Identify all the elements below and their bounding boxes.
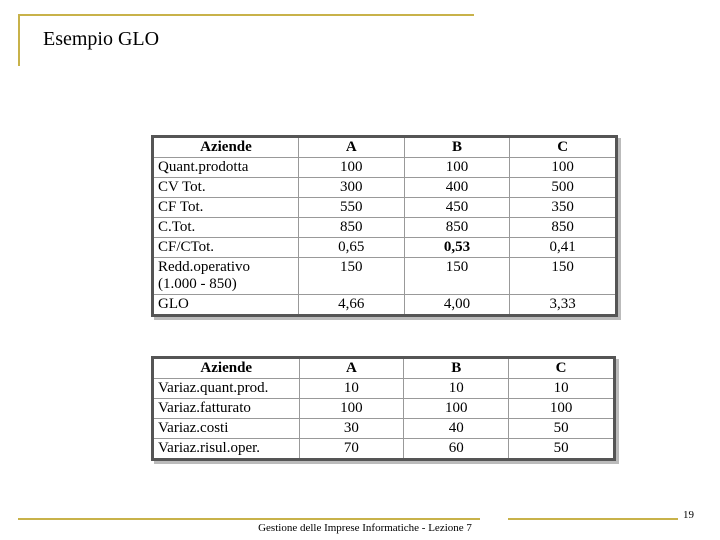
variazioni-table (151, 356, 616, 461)
glo-table (151, 135, 618, 317)
cell-a: 4,66 (298, 295, 404, 316)
footer-text: Gestione delle Imprese Informatiche - Lezione 7 (258, 522, 472, 534)
cell-b: 10 (404, 379, 509, 399)
header-a: A (299, 358, 404, 379)
cell-a: 70 (299, 439, 404, 460)
cell-c: 850 (510, 218, 617, 238)
slide-title: Esempio GLO (43, 28, 160, 50)
cell-a: 100 (299, 399, 404, 419)
cell-c: 50 (509, 439, 615, 460)
header-b: B (404, 358, 509, 379)
row-label: CV Tot. (153, 178, 299, 198)
header-c: C (509, 358, 615, 379)
cell-a: 850 (298, 218, 404, 238)
table-row (153, 178, 617, 198)
cell-c: 0,41 (510, 238, 617, 258)
cell-b: 0,53 (404, 238, 510, 258)
frame-top-line (18, 14, 474, 16)
row-label: CF/CTot. (153, 238, 299, 258)
cell-b: 450 (404, 198, 510, 218)
row-label: GLO (153, 295, 299, 316)
cell-c: 3,33 (510, 295, 617, 316)
table-row (153, 258, 617, 295)
cell-c: 100 (509, 399, 615, 419)
table-row (153, 198, 617, 218)
table-row (153, 439, 615, 460)
table-row (153, 295, 617, 316)
cell-c: 100 (510, 158, 617, 178)
row-label-line2: (1.000 - 850) (158, 276, 237, 292)
table-row (153, 379, 615, 399)
table-header-row (153, 137, 617, 158)
cell-c: 500 (510, 178, 617, 198)
cell-a: 30 (299, 419, 404, 439)
cell-b: 850 (404, 218, 510, 238)
row-label-line1: Redd.operativo (158, 259, 251, 275)
cell-c: 350 (510, 198, 617, 218)
cell-c: 10 (509, 379, 615, 399)
cell-b: 60 (404, 439, 509, 460)
header-aziende: Aziende (153, 358, 300, 379)
row-label: Variaz.quant.prod. (153, 379, 300, 399)
header-c: C (510, 137, 617, 158)
footer-line-right (508, 518, 678, 520)
row-label: Variaz.costi (153, 419, 300, 439)
cell-c: 150 (510, 258, 617, 295)
footer-line-left (18, 518, 480, 520)
table-row (153, 238, 617, 258)
cell-a: 0,65 (298, 238, 404, 258)
cell-a: 150 (298, 258, 404, 295)
cell-b: 4,00 (404, 295, 510, 316)
cell-b: 150 (404, 258, 510, 295)
header-aziende: Aziende (153, 137, 299, 158)
cell-b: 40 (404, 419, 509, 439)
header-a: A (298, 137, 404, 158)
cell-b: 100 (404, 399, 509, 419)
cell-a: 10 (299, 379, 404, 399)
header-b: B (404, 137, 510, 158)
cell-a: 300 (298, 178, 404, 198)
table-row (153, 399, 615, 419)
row-label: Variaz.fatturato (153, 399, 300, 419)
cell-b: 100 (404, 158, 510, 178)
cell-c: 50 (509, 419, 615, 439)
table-row (153, 218, 617, 238)
table-row (153, 419, 615, 439)
row-label: C.Tot. (153, 218, 299, 238)
cell-a: 550 (298, 198, 404, 218)
page-number: 19 (683, 509, 694, 521)
row-label: Quant.prodotta (153, 158, 299, 178)
row-label: Variaz.risul.oper. (153, 439, 300, 460)
row-label: CF Tot. (153, 198, 299, 218)
frame-left-line (18, 14, 20, 66)
table-row (153, 158, 617, 178)
row-label (153, 258, 299, 295)
table-header-row (153, 358, 615, 379)
cell-b: 400 (404, 178, 510, 198)
cell-a: 100 (298, 158, 404, 178)
